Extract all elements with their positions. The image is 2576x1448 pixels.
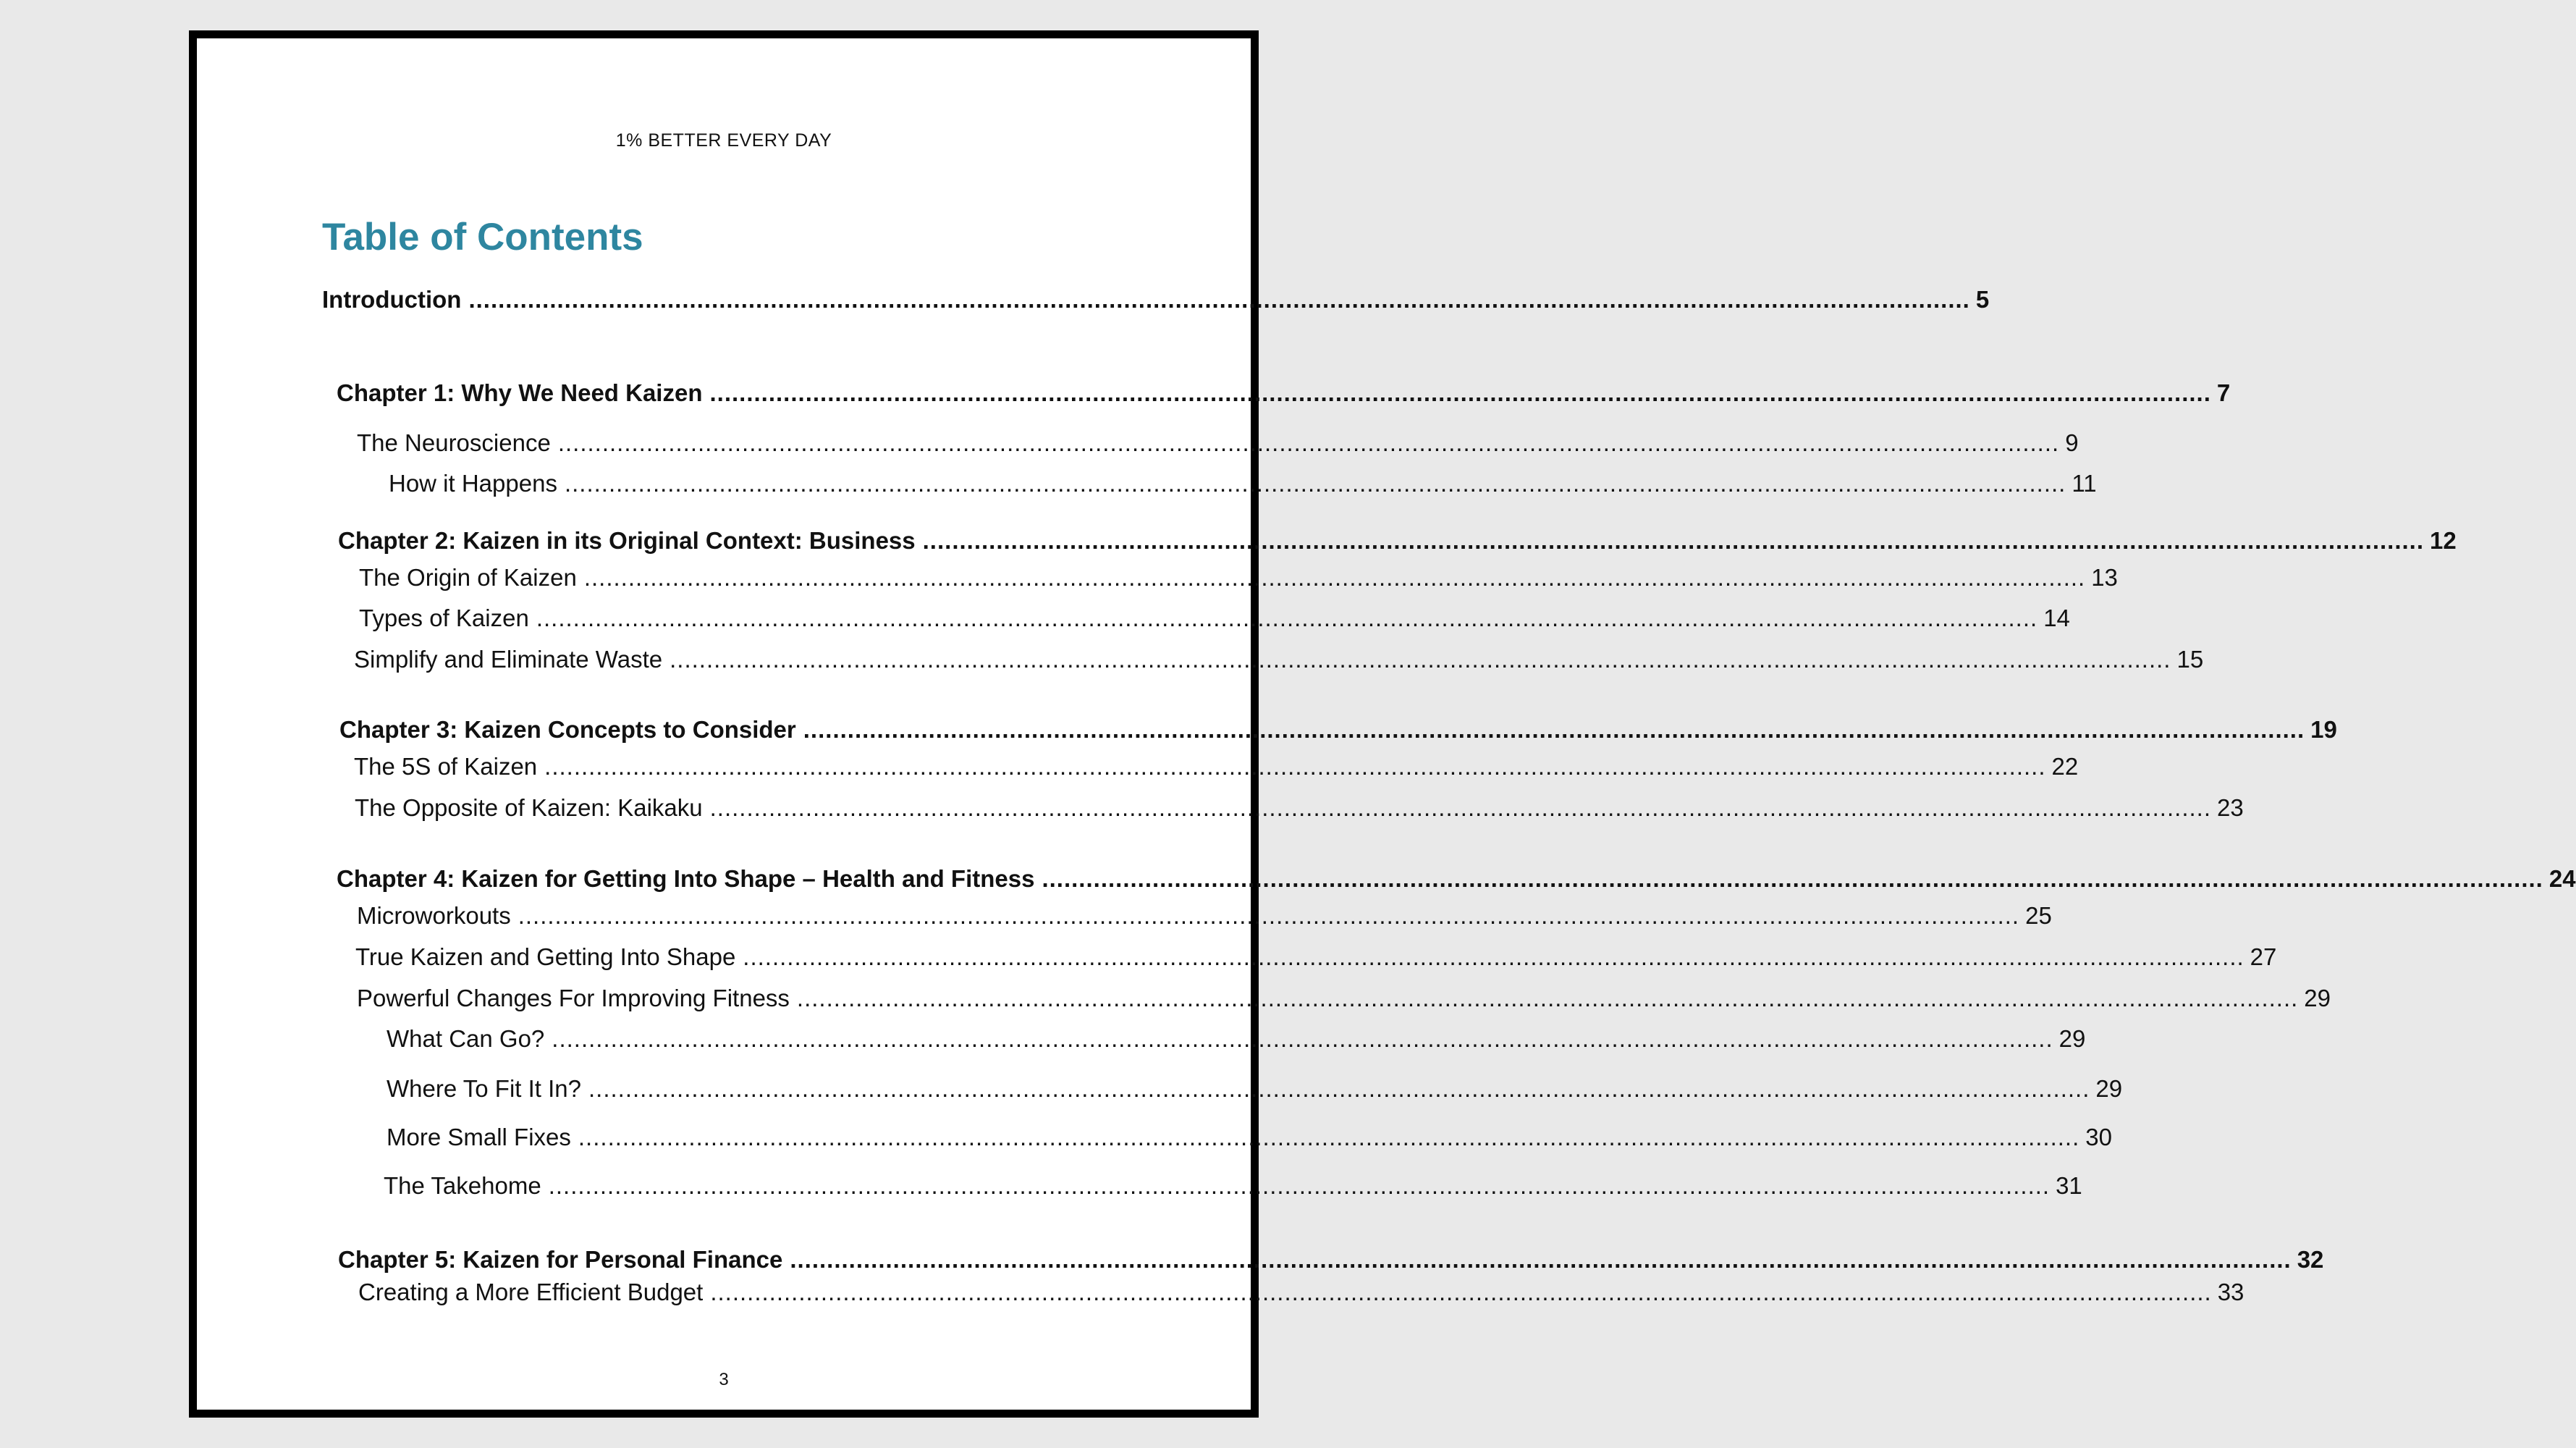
toc-entry-label: Powerful Changes For Improving Fitness [357,985,790,1011]
toc-entry-page: 32 [2297,1246,2324,1273]
toc-entry-chapter-1[interactable] [337,379,2231,408]
toc-entry-origin-of-kaizen[interactable] [359,563,2118,592]
toc-entry-page: 25 [2025,902,2052,929]
toc-entry-the-neuroscience[interactable] [357,429,2079,458]
page-number: 3 [719,1370,729,1389]
toc-entry-label: The 5S of Kaizen [354,753,538,780]
toc-entry-page: 29 [2095,1075,2123,1102]
toc-entry-page: 30 [2085,1124,2112,1150]
toc-leader-dots: ............................................................................................................................................................................................................ [564,470,2066,497]
toc-leader-dots: ............................................................................................................................................................................................................ [803,716,2305,743]
toc-entry-page: 7 [2216,379,2231,406]
toc-entry-chapter-4[interactable] [337,864,2576,893]
toc-entry-simplify-eliminate-waste[interactable] [354,645,2204,674]
toc-leader-dots: ............................................................................................................................................................................................................ [709,794,2211,821]
toc-entry-page: 29 [2058,1025,2086,1052]
toc-entry-page: 33 [2217,1279,2245,1305]
toc-entry-label: Chapter 5: Kaizen for Personal Finance [338,1246,783,1273]
toc-entry-powerful-changes[interactable] [357,984,2331,1013]
toc-entry-the-takehome[interactable] [384,1171,2082,1200]
toc-leader-dots: ............................................................................................................................................................................................................ [552,1025,2053,1052]
toc-entry-page: 29 [2304,985,2331,1011]
toc-leader-dots: ............................................................................................................................................................................................................ [790,1246,2292,1273]
toc-leader-dots: ............................................................................................................................................................................................................ [536,605,2038,631]
toc-entry-page: 11 [2072,470,2097,497]
toc-entry-label: How it Happens [389,470,557,497]
toc-entry-true-kaizen-getting-into-shape[interactable] [355,943,2277,972]
toc-leader-dots: ............................................................................................................................................................................................................ [518,902,2020,929]
toc-entry-page: 15 [2176,646,2204,673]
toc-entry-page: 23 [2217,794,2244,821]
toc-leader-dots: ............................................................................................................................................................................................................ [1042,865,2543,892]
toc-entry-page: 13 [2091,564,2118,591]
toc-entry-label: What Can Go? [387,1025,545,1052]
toc-entry-more-small-fixes[interactable] [387,1123,2112,1152]
toc-entry-label: Chapter 4: Kaizen for Getting Into Shape – Health and Fitness [337,865,1035,892]
toc-entry-microworkouts[interactable] [357,901,2052,930]
toc-entry-what-can-go[interactable] [387,1024,2086,1053]
toc-entry-how-it-happens[interactable] [389,469,2097,498]
toc-leader-dots: ............................................................................................................................................................................................................ [710,1279,2212,1305]
toc-entry-chapter-5[interactable] [338,1245,2324,1274]
toc-entry-types-of-kaizen[interactable] [359,604,2070,633]
toc-entry-opposite-of-kaizen[interactable] [355,794,2244,822]
toc-entry-label: Simplify and Eliminate Waste [354,646,663,673]
toc-entry-5s-of-kaizen[interactable] [354,752,2079,781]
toc-leader-dots: ............................................................................................................................................................................................................ [557,429,2060,456]
running-header: 1% BETTER EVERY DAY [615,130,832,151]
toc-entry-label: Where To Fit It In? [387,1075,581,1102]
toc-entry-label: The Takehome [384,1172,541,1199]
toc-leader-dots: ............................................................................................................................................................................................................ [548,1172,2051,1199]
toc-entry-page: 9 [2065,429,2079,456]
toc-leader-dots: ............................................................................................................................................................................................................ [583,564,2086,591]
toc-entry-page: 5 [1975,286,1990,313]
toc-entry-where-to-fit-it-in[interactable] [387,1074,2123,1103]
toc-entry-page: 22 [2051,753,2079,780]
toc-entry-label: Chapter 1: Why We Need Kaizen [337,379,703,406]
toc-entry-label: The Opposite of Kaizen: Kaikaku [355,794,703,821]
toc-entry-label: Chapter 2: Kaizen in its Original Context: Business [338,527,916,554]
toc-leader-dots: ............................................................................................................................................................................................................ [796,985,2299,1011]
toc-entry-label: Introduction [322,286,462,313]
toc-leader-dots: ............................................................................................................................................................................................................ [544,753,2046,780]
toc-title: Table of Contents [322,216,643,258]
toc-entry-label: The Origin of Kaizen [359,564,577,591]
toc-entry-page: 12 [2430,527,2457,554]
toc-entry-chapter-3[interactable] [339,715,2337,744]
toc-entry-page: 24 [2548,865,2576,892]
toc-entry-label: Microworkouts [357,902,511,929]
toc-leader-dots: ............................................................................................................................................................................................................ [709,379,2211,406]
toc-leader-dots: ............................................................................................................................................................................................................ [588,1075,2090,1102]
toc-entry-label: True Kaizen and Getting Into Shape [355,943,736,970]
toc-entry-label: Types of Kaizen [359,605,529,631]
toc-entry-introduction[interactable] [322,285,1990,314]
toc-entry-label: The Neuroscience [357,429,551,456]
toc-entry-efficient-budget[interactable] [358,1278,2245,1307]
toc-entry-label: More Small Fixes [387,1124,571,1150]
toc-leader-dots: ............................................................................................................................................................................................................ [468,286,1970,313]
toc-entry-page: 19 [2310,716,2337,743]
toc-leader-dots: ............................................................................................................................................................................................................ [670,646,2171,673]
toc-entry-page: 27 [2250,943,2277,970]
toc-entry-chapter-2[interactable] [338,526,2457,555]
toc-entry-label: Creating a More Efficient Budget [358,1279,704,1305]
toc-entry-page: 14 [2043,605,2070,631]
toc-entry-page: 31 [2056,1172,2082,1199]
toc-leader-dots: ............................................................................................................................................................................................................ [743,943,2245,970]
toc-entry-label: Chapter 3: Kaizen Concepts to Consider [339,716,796,743]
toc-leader-dots: ............................................................................................................................................................................................................ [578,1124,2080,1150]
toc-leader-dots: ............................................................................................................................................................................................................ [922,527,2425,554]
document-page [189,30,2576,1418]
